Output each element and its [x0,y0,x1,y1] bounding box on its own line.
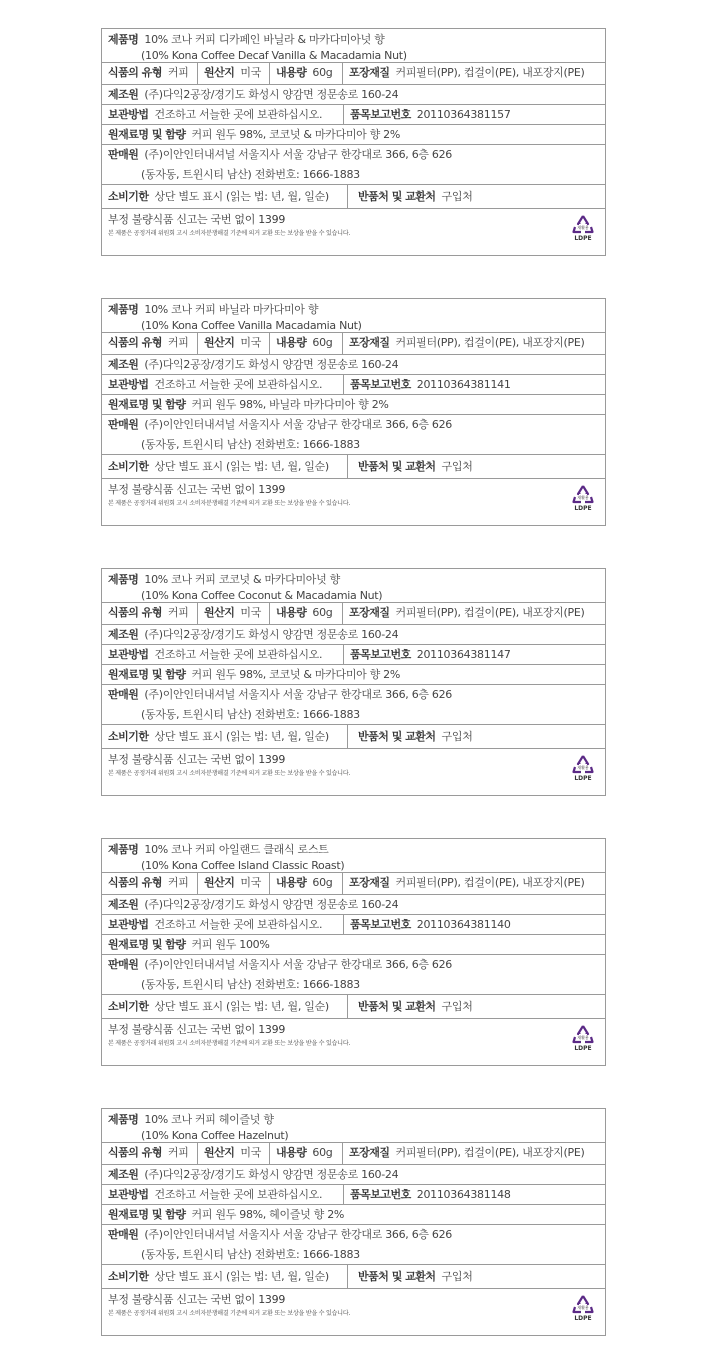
ingredients-value: 커피 원두 100% [191,938,270,951]
product-name-label: 제품명 [108,303,139,316]
report-hotline: 부정 불량식품 신고는 국번 없이 1399 [108,753,286,766]
food-type-cell [102,63,197,84]
seller-phone: (동자동, 트윈시티 남산) 전화번호: 1666-1883 [141,438,360,451]
food-type-value: 커피 [167,66,189,79]
product-label-box [101,28,606,256]
packaging-cell [342,63,605,84]
storage-row [102,915,605,935]
product-name-row [102,299,605,333]
volume-label: 내용량 [276,336,307,349]
product-name-ko: 10% 코나 커피 코코넛 & 마카다미아넛 향 [144,573,340,586]
product-name-ko: 10% 코나 커피 바닐라 마카다미아 향 [144,303,319,316]
report-no-label: 품목보고번호 [350,108,411,121]
recycle-ldpe-icon [569,485,597,517]
report-no-label: 품목보고번호 [350,648,411,661]
svg-text:재활용: 재활용 [577,495,589,500]
manufacturer-label: 제조원 [108,628,139,641]
svg-text:재활용: 재활용 [577,765,589,770]
product-name-ko: 10% 코나 커피 헤이즐넛 향 [144,1113,274,1126]
spec-row [102,63,605,85]
ldpe-label: LDPE [574,505,592,512]
returns-label: 반품처 및 교환처 [358,190,436,203]
food-type-label: 식품의 유형 [108,1146,162,1159]
manufacturer-value: (주)다익2공장/경기도 화성시 양감면 정문송로 160-24 [144,1168,399,1181]
manufacturer-label: 제조원 [108,1168,139,1181]
origin-cell [197,873,269,894]
manufacturer-value: (주)다익2공장/경기도 화성시 양감면 정문송로 160-24 [144,88,399,101]
report-no-value: 20110364381140 [416,918,511,931]
expiry-label: 소비기한 [108,1270,149,1283]
food-type-cell [102,873,197,894]
expiry-cell [102,185,347,208]
seller-row [102,145,605,185]
footer-row [102,749,605,795]
manufacturer-row [102,625,605,645]
report-no-cell [343,1185,605,1204]
ldpe-label: LDPE [574,1315,592,1322]
report-no-value: 20110364381148 [416,1188,511,1201]
storage-label: 보관방법 [108,1188,149,1201]
origin-label: 원산지 [204,606,235,619]
consumer-notice: 본 제품은 공정거래 위원회 고시 소비자분쟁해결 기준에 의거 교환 또는 보상을 받을 수 있습니다. [108,770,351,777]
storage-row [102,105,605,125]
report-no-value: 20110364381147 [416,648,511,661]
seller-label: 판매원 [108,148,139,161]
volume-value: 60g [312,606,333,619]
ingredients-value: 커피 원두 98%, 헤이즐넛 향 2% [191,1208,345,1221]
footer-row [102,1019,605,1065]
ldpe-label: LDPE [574,235,592,242]
expiry-label: 소비기한 [108,1000,149,1013]
origin-value: 미국 [240,1146,262,1159]
report-no-label: 품목보고번호 [350,378,411,391]
report-no-label: 품목보고번호 [350,918,411,931]
origin-label: 원산지 [204,66,235,79]
volume-value: 60g [312,66,333,79]
storage-row [102,375,605,395]
packaging-value: 커피필터(PP), 컵걸이(PE), 내포장지(PE) [395,606,585,619]
returns-cell [347,725,605,748]
spec-row [102,603,605,625]
ingredients-value: 커피 원두 98%, 코코넛 & 마카다미아 향 2% [191,128,401,141]
food-type-value: 커피 [167,1146,189,1159]
ingredients-row [102,935,605,955]
product-name-row [102,839,605,873]
origin-cell [197,603,269,624]
product-name-label: 제품명 [108,1113,139,1126]
food-type-label: 식품의 유형 [108,336,162,349]
expiry-label: 소비기한 [108,730,149,743]
storage-cell [102,105,343,124]
ingredients-label: 원재료명 및 함량 [108,398,186,411]
product-name-row [102,29,605,63]
product-name-en: (10% Kona Coffee Hazelnut) [141,1129,289,1142]
food-type-label: 식품의 유형 [108,66,162,79]
recycle-ldpe-icon [569,215,597,247]
volume-cell [269,63,342,84]
packaging-label: 포장재질 [349,66,390,79]
product-label-box [101,568,606,796]
product-name-ko: 10% 코나 커피 디카페인 바닐라 & 마카다미아넛 향 [144,33,385,46]
seller-row [102,415,605,455]
volume-label: 내용량 [276,1146,307,1159]
ingredients-label: 원재료명 및 함량 [108,938,186,951]
origin-value: 미국 [240,876,262,889]
origin-label: 원산지 [204,1146,235,1159]
returns-label: 반품처 및 교환처 [358,1000,436,1013]
ingredients-value: 커피 원두 98%, 코코넛 & 마카다미아 향 2% [191,668,401,681]
origin-value: 미국 [240,66,262,79]
packaging-label: 포장재질 [349,876,390,889]
expiry-row [102,455,605,479]
origin-cell [197,1143,269,1164]
report-no-cell [343,105,605,124]
report-hotline: 부정 불량식품 신고는 국번 없이 1399 [108,1293,286,1306]
volume-value: 60g [312,876,333,889]
product-name-label: 제품명 [108,33,139,46]
origin-label: 원산지 [204,876,235,889]
report-no-cell [343,645,605,664]
volume-label: 내용량 [276,66,307,79]
consumer-notice: 본 제품은 공정거래 위원회 고시 소비자분쟁해결 기준에 의거 교환 또는 보상을 받을 수 있습니다. [108,1040,351,1047]
ingredients-label: 원재료명 및 함량 [108,1208,186,1221]
volume-cell [269,1143,342,1164]
recycle-ldpe-icon [569,1025,597,1057]
product-name-row [102,1109,605,1143]
origin-label: 원산지 [204,336,235,349]
storage-label: 보관방법 [108,918,149,931]
returns-value: 구입처 [441,1000,473,1013]
recycle-ldpe-icon [569,755,597,787]
svg-text:재활용: 재활용 [577,225,589,230]
expiry-label: 소비기한 [108,460,149,473]
expiry-row [102,1265,605,1289]
ingredients-label: 원재료명 및 함량 [108,668,186,681]
spec-row [102,333,605,355]
svg-text:재활용: 재활용 [577,1035,589,1040]
expiry-value: 상단 별도 표시 (읽는 법: 년, 월, 일순) [154,1000,329,1013]
seller-address: (주)이안인터내셔널 서울지사 서울 강남구 한강대로 366, 6층 626 [144,418,453,431]
ingredients-label: 원재료명 및 함량 [108,128,186,141]
food-type-cell [102,1143,197,1164]
food-type-label: 식품의 유형 [108,606,162,619]
expiry-cell [102,725,347,748]
report-hotline: 부정 불량식품 신고는 국번 없이 1399 [108,1023,286,1036]
seller-label: 판매원 [108,1228,139,1241]
returns-label: 반품처 및 교환처 [358,1270,436,1283]
manufacturer-label: 제조원 [108,898,139,911]
volume-cell [269,873,342,894]
packaging-value: 커피필터(PP), 컵걸이(PE), 내포장지(PE) [395,1146,585,1159]
food-type-value: 커피 [167,336,189,349]
seller-row [102,685,605,725]
product-label-box [101,1108,606,1336]
storage-value: 건조하고 서늘한 곳에 보관하십시오. [154,378,323,391]
expiry-row [102,995,605,1019]
ingredients-row [102,665,605,685]
seller-address: (주)이안인터내셔널 서울지사 서울 강남구 한강대로 366, 6층 626 [144,958,453,971]
food-type-label: 식품의 유형 [108,876,162,889]
manufacturer-value: (주)다익2공장/경기도 화성시 양감면 정문송로 160-24 [144,898,399,911]
report-no-value: 20110364381157 [416,108,511,121]
seller-row [102,955,605,995]
origin-value: 미국 [240,606,262,619]
seller-label: 판매원 [108,688,139,701]
ingredients-row [102,395,605,415]
report-hotline: 부정 불량식품 신고는 국번 없이 1399 [108,483,286,496]
food-type-cell [102,603,197,624]
consumer-notice: 본 제품은 공정거래 위원회 고시 소비자분쟁해결 기준에 의거 교환 또는 보상을 받을 수 있습니다. [108,230,351,237]
storage-cell [102,915,343,934]
storage-cell [102,375,343,394]
storage-label: 보관방법 [108,648,149,661]
storage-value: 건조하고 서늘한 곳에 보관하십시오. [154,108,323,121]
seller-address: (주)이안인터내셔널 서울지사 서울 강남구 한강대로 366, 6층 626 [144,1228,453,1241]
volume-cell [269,603,342,624]
product-name-en: (10% Kona Coffee Vanilla Macadamia Nut) [141,319,362,332]
manufacturer-value: (주)다익2공장/경기도 화성시 양감면 정문송로 160-24 [144,358,399,371]
returns-label: 반품처 및 교환처 [358,460,436,473]
expiry-cell [102,455,347,478]
expiry-label: 소비기한 [108,190,149,203]
packaging-value: 커피필터(PP), 컵걸이(PE), 내포장지(PE) [395,66,585,79]
manufacturer-label: 제조원 [108,88,139,101]
expiry-value: 상단 별도 표시 (읽는 법: 년, 월, 일순) [154,1270,329,1283]
manufacturer-row [102,1165,605,1185]
packaging-label: 포장재질 [349,606,390,619]
ingredients-value: 커피 원두 98%, 바닐라 마카다미아 향 2% [191,398,389,411]
volume-value: 60g [312,1146,333,1159]
svg-text:재활용: 재활용 [577,1305,589,1310]
origin-value: 미국 [240,336,262,349]
footer-row [102,479,605,525]
expiry-value: 상단 별도 표시 (읽는 법: 년, 월, 일순) [154,730,329,743]
returns-cell [347,995,605,1018]
volume-value: 60g [312,336,333,349]
returns-label: 반품처 및 교환처 [358,730,436,743]
product-name-label: 제품명 [108,843,139,856]
product-name-label: 제품명 [108,573,139,586]
returns-value: 구입처 [441,190,473,203]
packaging-label: 포장재질 [349,1146,390,1159]
report-no-cell [343,915,605,934]
storage-value: 건조하고 서늘한 곳에 보관하십시오. [154,918,323,931]
packaging-value: 커피필터(PP), 컵걸이(PE), 내포장지(PE) [395,336,585,349]
storage-label: 보관방법 [108,378,149,391]
storage-label: 보관방법 [108,108,149,121]
ldpe-label: LDPE [574,1045,592,1052]
volume-label: 내용량 [276,606,307,619]
packaging-cell [342,1143,605,1164]
expiry-row [102,185,605,209]
volume-label: 내용량 [276,876,307,889]
seller-label: 판매원 [108,418,139,431]
seller-label: 판매원 [108,958,139,971]
packaging-cell [342,873,605,894]
packaging-cell [342,333,605,354]
manufacturer-value: (주)다익2공장/경기도 화성시 양감면 정문송로 160-24 [144,628,399,641]
seller-row [102,1225,605,1265]
footer-row [102,1289,605,1335]
returns-value: 구입처 [441,1270,473,1283]
manufacturer-row [102,355,605,375]
seller-address: (주)이안인터내셔널 서울지사 서울 강남구 한강대로 366, 6층 626 [144,688,453,701]
product-name-ko: 10% 코나 커피 아일랜드 클래식 로스트 [144,843,329,856]
seller-phone: (동자동, 트윈시티 남산) 전화번호: 1666-1883 [141,708,360,721]
product-name-row [102,569,605,603]
returns-cell [347,1265,605,1288]
expiry-value: 상단 별도 표시 (읽는 법: 년, 월, 일순) [154,190,329,203]
packaging-value: 커피필터(PP), 컵걸이(PE), 내포장지(PE) [395,876,585,889]
storage-value: 건조하고 서늘한 곳에 보관하십시오. [154,648,323,661]
ingredients-row [102,125,605,145]
storage-cell [102,645,343,664]
expiry-cell [102,1265,347,1288]
returns-cell [347,455,605,478]
packaging-label: 포장재질 [349,336,390,349]
product-name-en: (10% Kona Coffee Island Classic Roast) [141,859,345,872]
product-label-box [101,838,606,1066]
returns-value: 구입처 [441,730,473,743]
seller-address: (주)이안인터내셔널 서울지사 서울 강남구 한강대로 366, 6층 626 [144,148,453,161]
report-no-cell [343,375,605,394]
seller-phone: (동자동, 트윈시티 남산) 전화번호: 1666-1883 [141,1248,360,1261]
returns-cell [347,185,605,208]
storage-cell [102,1185,343,1204]
recycle-ldpe-icon [569,1295,597,1327]
storage-row [102,645,605,665]
report-no-label: 품목보고번호 [350,1188,411,1201]
returns-value: 구입처 [441,460,473,473]
manufacturer-row [102,85,605,105]
product-label-box [101,298,606,526]
spec-row [102,1143,605,1165]
storage-row [102,1185,605,1205]
packaging-cell [342,603,605,624]
food-type-value: 커피 [167,876,189,889]
ingredients-row [102,1205,605,1225]
seller-phone: (동자동, 트윈시티 남산) 전화번호: 1666-1883 [141,978,360,991]
manufacturer-label: 제조원 [108,358,139,371]
volume-cell [269,333,342,354]
storage-value: 건조하고 서늘한 곳에 보관하십시오. [154,1188,323,1201]
spec-row [102,873,605,895]
report-hotline: 부정 불량식품 신고는 국번 없이 1399 [108,213,286,226]
seller-phone: (동자동, 트윈시티 남산) 전화번호: 1666-1883 [141,168,360,181]
consumer-notice: 본 제품은 공정거래 위원회 고시 소비자분쟁해결 기준에 의거 교환 또는 보상을 받을 수 있습니다. [108,500,351,507]
footer-row [102,209,605,255]
expiry-cell [102,995,347,1018]
expiry-value: 상단 별도 표시 (읽는 법: 년, 월, 일순) [154,460,329,473]
food-type-value: 커피 [167,606,189,619]
food-type-cell [102,333,197,354]
report-no-value: 20110364381141 [416,378,511,391]
ldpe-label: LDPE [574,775,592,782]
origin-cell [197,333,269,354]
expiry-row [102,725,605,749]
origin-cell [197,63,269,84]
manufacturer-row [102,895,605,915]
product-name-en: (10% Kona Coffee Coconut & Macadamia Nut) [141,589,383,602]
product-name-en: (10% Kona Coffee Decaf Vanilla & Macadamia Nut) [141,49,407,62]
consumer-notice: 본 제품은 공정거래 위원회 고시 소비자분쟁해결 기준에 의거 교환 또는 보상을 받을 수 있습니다. [108,1310,351,1317]
